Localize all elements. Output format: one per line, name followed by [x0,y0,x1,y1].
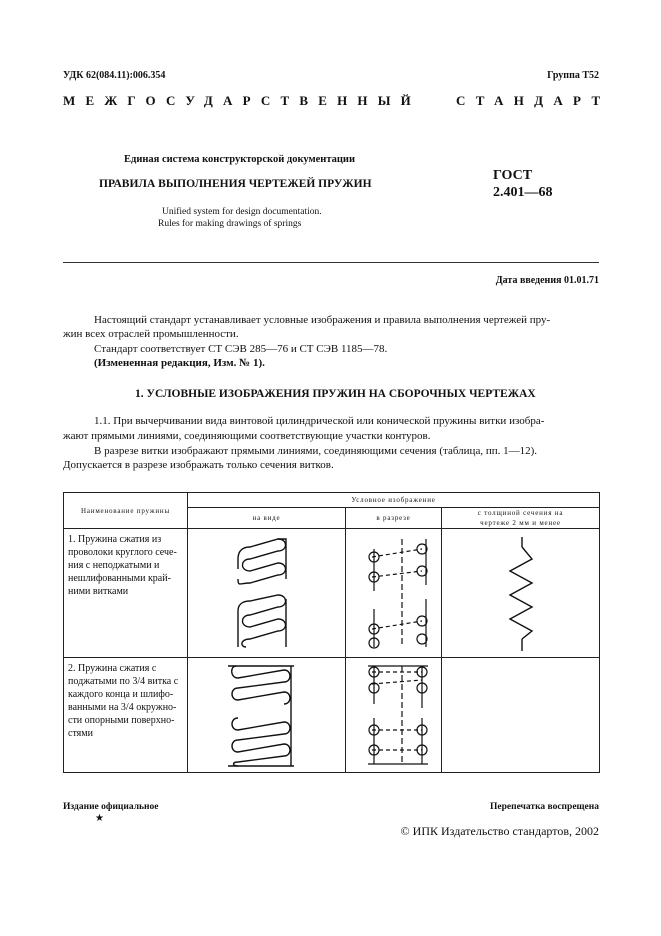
spring2-section-drawing [346,658,442,772]
section-p1-line1: 1.1. При вычерчивании вида винтовой цилиндрической или конической пружины витки изобра- [94,415,545,427]
row2-thin-cell [442,658,600,773]
intro-p3: (Измененная редакция, Изм. № 1). [94,357,265,369]
row2-line4: сти опорными поверхно- [68,715,175,726]
row1-thin-cell [442,529,600,658]
spring1-thin-drawing [442,529,600,657]
section-p2-line2: Допускается в разрезе изображать только сечения витков. [63,459,334,471]
banner-right: СТАНДАРТ [456,93,611,108]
row2-name [64,658,188,773]
row1-line3: нешлифованными край- [68,573,171,584]
row2-line2: каждого конца и шлифо- [68,689,174,700]
row1-line0: 1. Пружина сжатия из [68,534,162,545]
reprint-label: Перепечатка воспрещена [489,802,599,812]
divider [63,262,599,263]
springs-table [63,492,600,773]
spring1-section-drawing [346,529,442,657]
english-title-line2: Rules for making drawings of springs [158,219,302,229]
row2-line3: ванными на 3/4 окружно- [68,702,177,713]
col-thin-header [442,508,600,529]
spring2-view-drawing [188,658,346,772]
col-name-header: Наименование пружины [64,493,188,529]
col-view-header: на виде [188,508,346,529]
gost-number: 2.401—68 [493,185,553,200]
star-mark: ★ [95,813,104,824]
col-thin-line1: с толщиной сечения на [477,509,564,517]
table-row [64,529,600,658]
row1-view-cell [188,529,346,658]
english-title-line1: Unified system for design documentation. [162,207,322,217]
section-heading: 1. УСЛОВНЫЕ ИЗОБРАЖЕНИЯ ПРУЖИН НА СБОРОЧНЫХ ЧЕРТЕЖАХ [135,388,536,400]
intro-p1-line1: Настоящий стандарт устанавливает условные изображения и правила выполнения чертежей пру- [94,314,551,326]
section-p2-line1: В разрезе витки изображают прямыми линиями, соединяющими сечения (таблица, пп. 1—12). [94,445,538,457]
spring1-view-drawing [188,529,346,657]
spring1-view-bottom [238,595,286,647]
row1-line4: ними витками [68,586,129,597]
udk-code: УДК 62(084.11):006.354 [63,70,166,81]
system-title: Единая система конструкторской документации [124,154,355,165]
intro-p1-line2: жин всех отраслей промышленности. [63,328,239,340]
intro-p2: Стандарт соответствует СТ СЭВ 285—76 и СТ СЭВ 1185—78. [94,343,388,355]
col-section-header: в разрезе [346,508,442,529]
row1-line2: ния с неподжатыми и [68,560,160,571]
col-thin-line2: чертеже 2 мм и менее [480,519,561,527]
table-header-row [64,493,600,508]
copyright: © ИПК Издательство стандартов, 2002 [400,824,599,838]
edition-label: Издание официальное [63,802,159,812]
row1-line1: проволоки круглого сече- [68,547,177,558]
intro-date: Дата введения 01.01.71 [495,275,599,286]
document-title: ПРАВИЛА ВЫПОЛНЕНИЯ ЧЕРТЕЖЕЙ ПРУЖИН [99,178,372,190]
section-p1-line2: жают прямыми линиями, соединяющими соответствующие участки контуров. [63,430,431,442]
col-group-header: Условное изображение [188,493,600,508]
banner-left: МЕЖГОСУДАРСТВЕННЫЙ [63,93,421,108]
row2-line5: стями [68,728,93,739]
row1-section-cell [346,529,442,658]
group-code: Группа Т52 [547,70,599,81]
row2-section-cell [346,658,442,773]
spring1-view-top [238,539,286,584]
row2-line0: 2. Пружина сжатия с [68,663,157,674]
gost-label: ГОСТ [493,168,533,183]
row2-view-cell [188,658,346,773]
row2-line1: поджатыми по 3/4 витка с [68,676,179,687]
row1-name [64,529,188,658]
table-row [64,658,600,773]
